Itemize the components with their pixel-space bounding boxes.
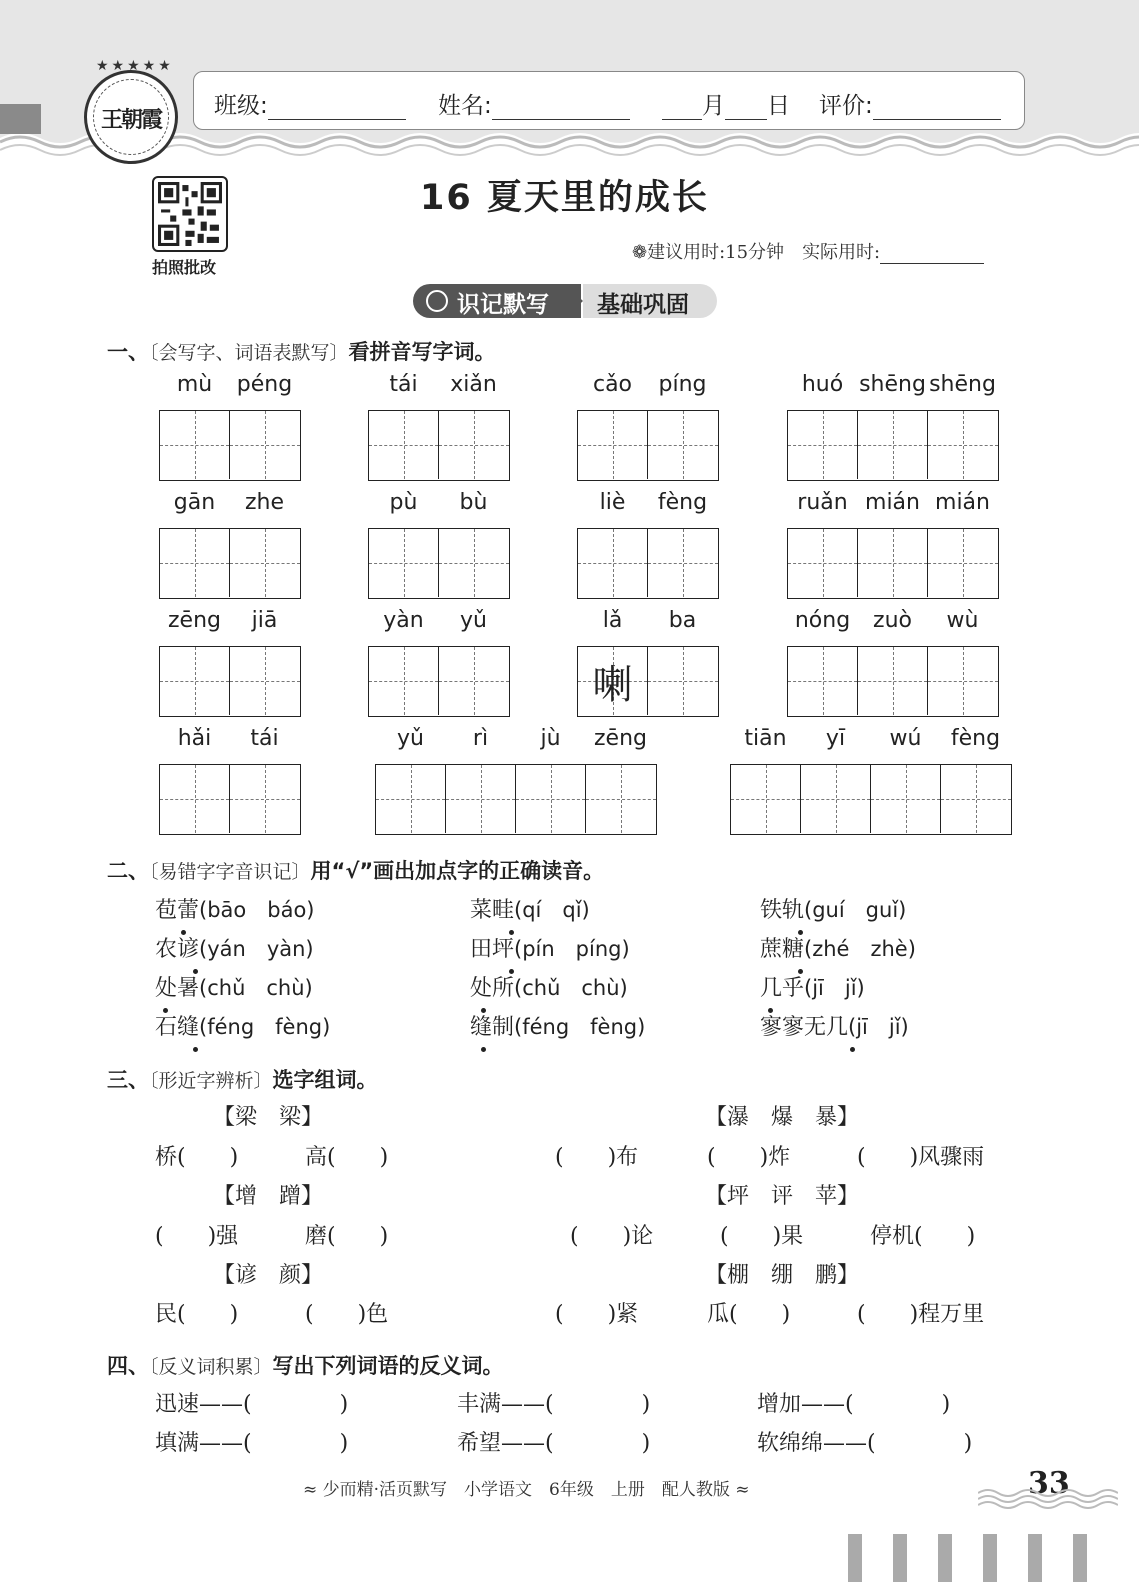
pronunciation-item[interactable] [470,971,628,1002]
writing-cell[interactable] [160,647,230,715]
fill-blank-item[interactable]: 停机( ) [870,1224,976,1249]
pinyin-label: bù [459,490,488,515]
q4-heading: 四、〔反义词积累〕写出下列词语的反义词。 [107,1354,504,1378]
word: 石缝 [155,1015,200,1040]
word: 苞蕾 [155,898,200,923]
writing-cell[interactable] [788,647,858,715]
banner-arrow [565,284,583,318]
pinyin-label: jiā [251,608,278,633]
emphasis-dot [163,1008,168,1013]
q2-heading: 二、〔易错字字音识记〕用“√”画出加点字的正确读音。 [107,859,605,883]
brand-logo [84,70,178,164]
pinyin-label: wù [946,608,979,633]
pinyin-label: fèng [657,490,708,515]
writing-cell[interactable] [648,647,718,715]
writing-cell[interactable] [369,411,439,479]
word: 农谚 [155,937,200,962]
q3-heading: 三、〔形近字辨析〕选字组词。 [107,1068,378,1092]
writing-cell[interactable] [446,765,516,833]
fill-blank-item[interactable]: 桥( ) [155,1145,239,1170]
pinyin-options[interactable]: (yán yàn) [199,937,314,961]
writing-cell[interactable] [369,529,439,597]
pronunciation-item[interactable] [760,1010,909,1041]
char-set: 【谚 颜】 [213,1263,324,1288]
antonym-item[interactable]: 软绵绵——( ) [757,1431,973,1456]
fill-blank-item[interactable]: 高( ) [305,1145,389,1170]
pinyin-options[interactable]: (chǔ chù) [199,976,313,1000]
section-banner-sub: 基础巩固 [583,284,717,318]
pinyin-options[interactable]: (chǔ chù) [514,976,628,1000]
pinyin-options[interactable]: (zhé zhè) [804,937,916,961]
page-title: 16 夏天里的成长 [420,178,709,218]
emphasis-dot [850,1047,855,1052]
pinyin-label: mián [935,490,990,515]
evaluation-field[interactable]: 评价: [819,87,1001,120]
footer-bar [983,1534,997,1582]
pinyin-label: shēng [929,372,996,397]
pinyin-label: zhe [244,490,285,515]
fill-blank-item[interactable]: ( )色 [305,1302,389,1327]
qr-pattern [158,182,222,246]
antonym-item[interactable]: 增加——( ) [757,1392,951,1417]
qr-caption: 拍照批改 [152,258,217,277]
emphasis-dot [181,930,186,935]
word: 寥寥无几 [760,1015,849,1040]
pinyin-label: tái [250,726,279,751]
pronunciation-item[interactable] [760,932,916,963]
pinyin-options[interactable]: (qí qǐ) [514,898,590,922]
antonym-item[interactable]: 丰满——( ) [457,1392,651,1417]
logo-text: 王朝霞 [100,107,161,133]
pinyin-options[interactable]: (bāo báo) [199,898,315,922]
char-set: 【增 蹭】 [213,1184,324,1209]
emphasis-dot [509,969,514,974]
fill-blank-item[interactable]: ( )风骤雨 [857,1145,985,1170]
fill-blank-item[interactable]: ( )程万里 [857,1302,985,1327]
qr-code-icon[interactable] [152,176,228,252]
writing-cell[interactable] [801,765,871,833]
writing-cell[interactable] [941,765,1011,833]
writing-cell[interactable] [376,765,446,833]
antonym-item[interactable]: 希望——( ) [457,1431,651,1456]
pinyin-label: tiān [744,726,787,751]
pinyin-label: yǔ [397,726,424,751]
footer-bar [893,1534,907,1582]
word: 几乎 [760,976,805,1001]
pinyin-label: ruǎn [797,490,848,515]
word: 田坪 [470,937,515,962]
antonym-item[interactable]: 填满——( ) [155,1431,349,1456]
writing-cell[interactable] [788,411,858,479]
pinyin-label: pù [389,490,418,515]
pinyin-options[interactable]: (guí guǐ) [804,898,907,922]
emphasis-dot [481,1047,486,1052]
writing-cell[interactable] [788,529,858,597]
pinyin-label: jù [540,726,561,751]
emphasis-dot [768,1008,773,1013]
pronunciation-item[interactable] [155,1010,330,1041]
pronunciation-item[interactable] [470,1010,645,1041]
section-banner-label: 识记默写 [413,284,581,318]
clock-icon: ❁ [632,242,648,263]
pinyin-options[interactable]: (féng fèng) [514,1015,646,1039]
antonym-item[interactable]: 迅速——( ) [155,1392,349,1417]
writing-cell[interactable] [586,765,656,833]
writing-cell[interactable] [439,529,509,597]
q1-heading: 一、〔会写字、词语表默写〕看拼音写字词。 [107,340,496,364]
pinyin-label: cǎo [592,372,633,397]
footer-bar [1073,1534,1087,1582]
char-set: 【梁 梁】 [213,1105,324,1130]
pinyin-label: liè [599,490,626,515]
word: 菜畦 [470,898,515,923]
pronunciation-item[interactable] [760,893,906,924]
writing-cell[interactable] [160,765,230,833]
char-set: 【棚 绷 鹏】 [705,1263,860,1288]
date-field[interactable]: 月 日 [662,87,790,120]
writing-cell[interactable] [160,529,230,597]
writing-cell[interactable] [230,529,300,597]
writing-cell[interactable] [858,529,928,597]
pronunciation-item[interactable] [155,932,314,963]
footer-bar [938,1534,952,1582]
writing-cell[interactable] [578,647,648,715]
writing-cell[interactable] [439,647,509,715]
fill-blank-item[interactable]: ( )果 [720,1224,804,1249]
pronunciation-item[interactable] [760,971,865,1002]
emphasis-dot [798,969,803,974]
name-field[interactable]: 姓名: [438,87,630,120]
pinyin-label: lǎ [602,608,623,633]
footer-bar [848,1534,862,1582]
pronunciation-item[interactable] [155,893,315,924]
word: 处所 [470,976,515,1001]
pinyin-label: zēng [594,726,647,751]
writing-cell[interactable] [731,765,801,833]
fill-blank-item[interactable]: ( )论 [570,1224,654,1249]
footer-wave-decoration [978,1487,1118,1509]
writing-cell[interactable] [858,647,928,715]
fill-blank-item[interactable]: ( )强 [155,1224,239,1249]
pinyin-label: ba [668,608,697,633]
emphasis-dot [481,1008,486,1013]
pinyin-label: píng [658,372,707,397]
pinyin-label: zēng [168,608,221,633]
writing-cell[interactable] [578,529,648,597]
word: 缝制 [470,1015,515,1040]
fill-blank-item[interactable]: ( )紧 [555,1302,639,1327]
time-info: ❁建议用时:15分钟 实际用时: [632,238,984,264]
char-set: 【瀑 爆 暴】 [705,1105,860,1130]
word: 处暑 [155,976,200,1001]
char-set: 【坪 评 苹】 [705,1184,860,1209]
pinyin-options[interactable]: (féng fèng) [199,1015,331,1039]
writing-cell[interactable] [648,411,718,479]
pronunciation-item[interactable] [155,971,313,1002]
pinyin-options[interactable]: (jī jǐ) [848,1015,909,1039]
actual-time-blank[interactable] [880,244,984,264]
pinyin-label: shēng [859,372,926,397]
pinyin-label: gān [173,490,216,515]
logo-stars-icon: ★★★★★ [96,58,174,74]
pinyin-label: mián [865,490,920,515]
pinyin-label: yàn [383,608,424,633]
pinyin-label: fèng [950,726,1001,751]
writing-cell[interactable] [871,765,941,833]
fill-blank-item[interactable]: ( )炸 [707,1145,791,1170]
medal-icon [426,290,448,312]
writing-cell[interactable] [928,411,998,479]
writing-cell[interactable] [648,529,718,597]
writing-cell[interactable] [230,647,300,715]
pronunciation-item[interactable] [470,893,590,924]
word: 铁轨 [760,898,805,923]
pinyin-label: wú [889,726,922,751]
pinyin-label: zuò [873,608,912,633]
student-info-box [193,71,1025,130]
writing-cell[interactable] [230,765,300,833]
footer-bar [1028,1534,1042,1582]
pinyin-label: tái [389,372,418,397]
pinyin-label: huó [801,372,844,397]
pinyin-label: péng [236,372,293,397]
emphasis-dot [509,930,514,935]
writing-cell[interactable] [858,411,928,479]
writing-cell[interactable] [160,411,230,479]
cell-character: 喇 [592,661,633,708]
writing-cell[interactable] [369,647,439,715]
pinyin-label: yī [825,726,846,751]
writing-cell[interactable] [928,647,998,715]
fill-blank-item[interactable]: ( )布 [555,1145,639,1170]
pinyin-label: nóng [794,608,851,633]
fill-blank-item[interactable]: 磨( ) [305,1224,389,1249]
emphasis-dot [193,1047,198,1052]
fill-blank-item[interactable]: 民( ) [155,1302,239,1327]
pinyin-label: mù [176,372,213,397]
word: 蔗糖 [760,937,805,962]
page-number: 33 [1028,1466,1070,1501]
writing-cell[interactable] [928,529,998,597]
pinyin-label: xiǎn [450,372,497,397]
pinyin-label: rì [472,726,489,751]
class-field[interactable]: 班级: [214,87,406,120]
writing-cell[interactable] [578,411,648,479]
pronunciation-item[interactable] [470,932,630,963]
writing-cell[interactable] [516,765,586,833]
writing-cell[interactable] [230,411,300,479]
fill-blank-item[interactable]: 瓜( ) [707,1302,791,1327]
side-tab [0,104,41,134]
pinyin-options[interactable]: (pín píng) [514,937,630,961]
emphasis-dot [193,969,198,974]
writing-cell[interactable] [439,411,509,479]
footer-text: ≈ 少而精·活页默写 小学语文 6年级 上册 配人教版 ≈ [303,1480,750,1500]
emphasis-dot [798,930,803,935]
pinyin-options[interactable]: (jī jǐ) [804,976,865,1000]
pinyin-label: hǎi [177,726,212,751]
pinyin-label: yǔ [460,608,487,633]
